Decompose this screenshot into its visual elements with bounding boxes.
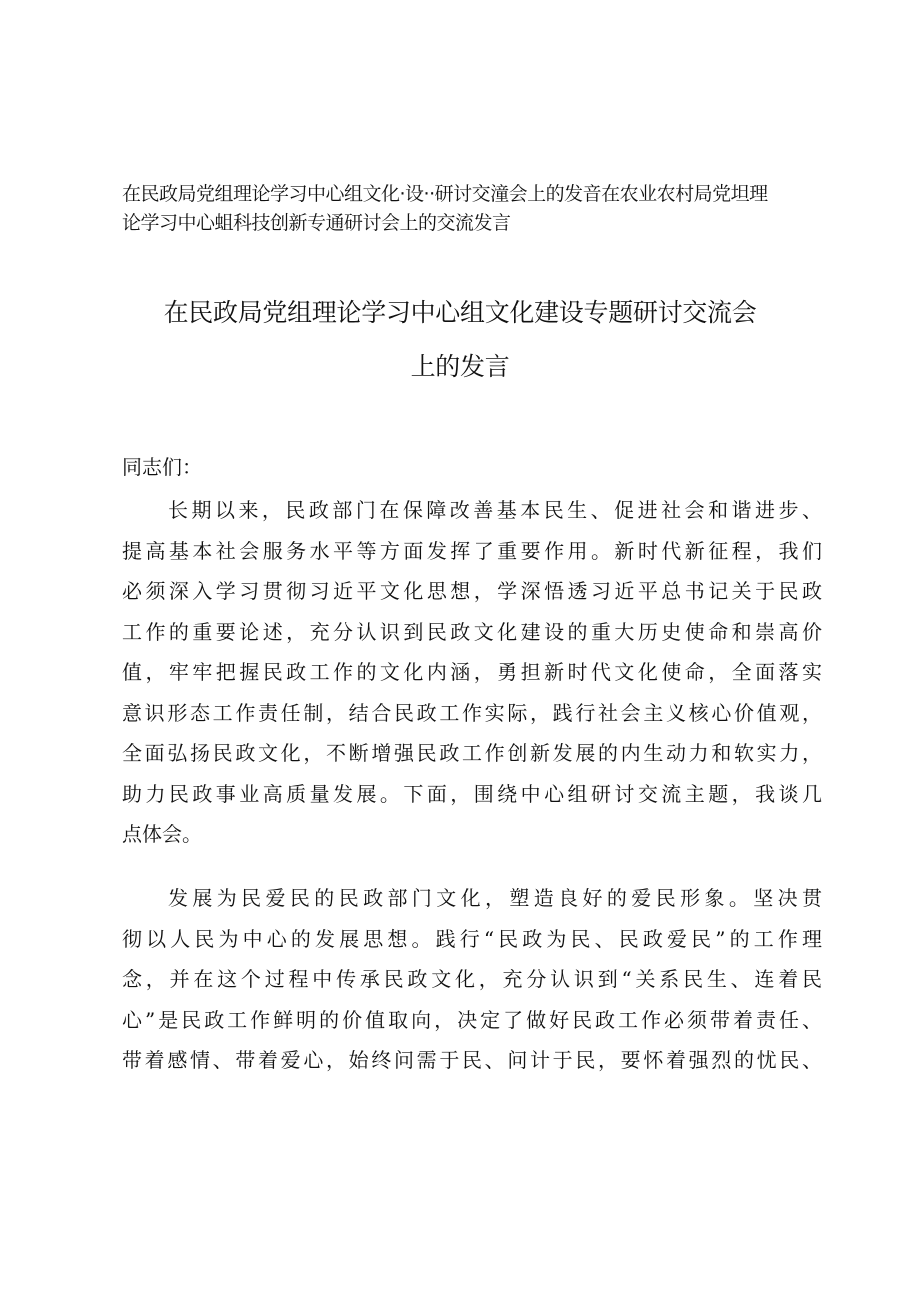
paragraph-line: 发展为民爱民的民政部门文化，塑造良好的爱民形象。坚决贯 <box>168 886 822 910</box>
title-line: 在民政局党组理论学习中心组文化建设专题研讨交流会 <box>163 298 757 327</box>
paragraph-line: 长期以来，民政部门在保障改善基本民生、促进社会和谐进步、 <box>168 498 822 522</box>
header-line: 论学习中心蛆科技创新专通研讨会上的交流发言 <box>122 212 511 234</box>
paragraph-line: 全面弘扬民政文化，不断增强民政工作创新发展的内生动力和软实力， <box>122 741 822 765</box>
paragraph-line: 助力民政事业高质量发展。下面，围绕中心组研讨交流主题，我谈几 <box>122 781 822 806</box>
paragraph-line: 工作的重要论述，充分认识到民政文化建设的重大历史使命和崇高价 <box>122 619 822 644</box>
paragraph-line: 心”是民政工作鲜明的价值取向，决定了做好民政工作必须带着责任、 <box>122 1007 822 1032</box>
paragraph-line: 念，并在这个过程中传承民政文化，充分认识到“关系民生、连着民 <box>122 967 822 991</box>
title-line: 上的发言 <box>410 352 510 381</box>
paragraph-line: 带着感情、带着爱心，始终问需于民、问计于民，要怀着强烈的忧民、 <box>122 1048 822 1072</box>
paragraph-line: 点体会。 <box>122 822 202 846</box>
paragraph-line: 提高基本社会服务水平等方面发挥了重要作用。新时代新征程，我们 <box>122 538 822 563</box>
paragraph-line: 必须深入学习贯彻习近平文化思想，学深悟透习近平总书记关于民政 <box>122 579 822 603</box>
document-title <box>0 286 920 394</box>
header-line: 在民政局党组理论学习中心组文化·设··研讨交潼会上的发音在农业农村局党坦理 <box>122 183 768 205</box>
document-header <box>122 180 822 238</box>
salutation: 同志们： <box>122 455 202 479</box>
paragraph <box>122 490 822 855</box>
paragraph-line: 意识形态工作责任制，结合民政工作实际，践行社会主义核心价值观， <box>122 700 822 725</box>
paragraph <box>122 878 822 1081</box>
paragraph-line: 值，牢牢把握民政工作的文化内涵，勇担新时代文化使命，全面落实 <box>122 660 822 684</box>
paragraph-line: 彻以人民为中心的发展思想。践行“民政为民、民政爱民”的工作理 <box>122 926 822 951</box>
